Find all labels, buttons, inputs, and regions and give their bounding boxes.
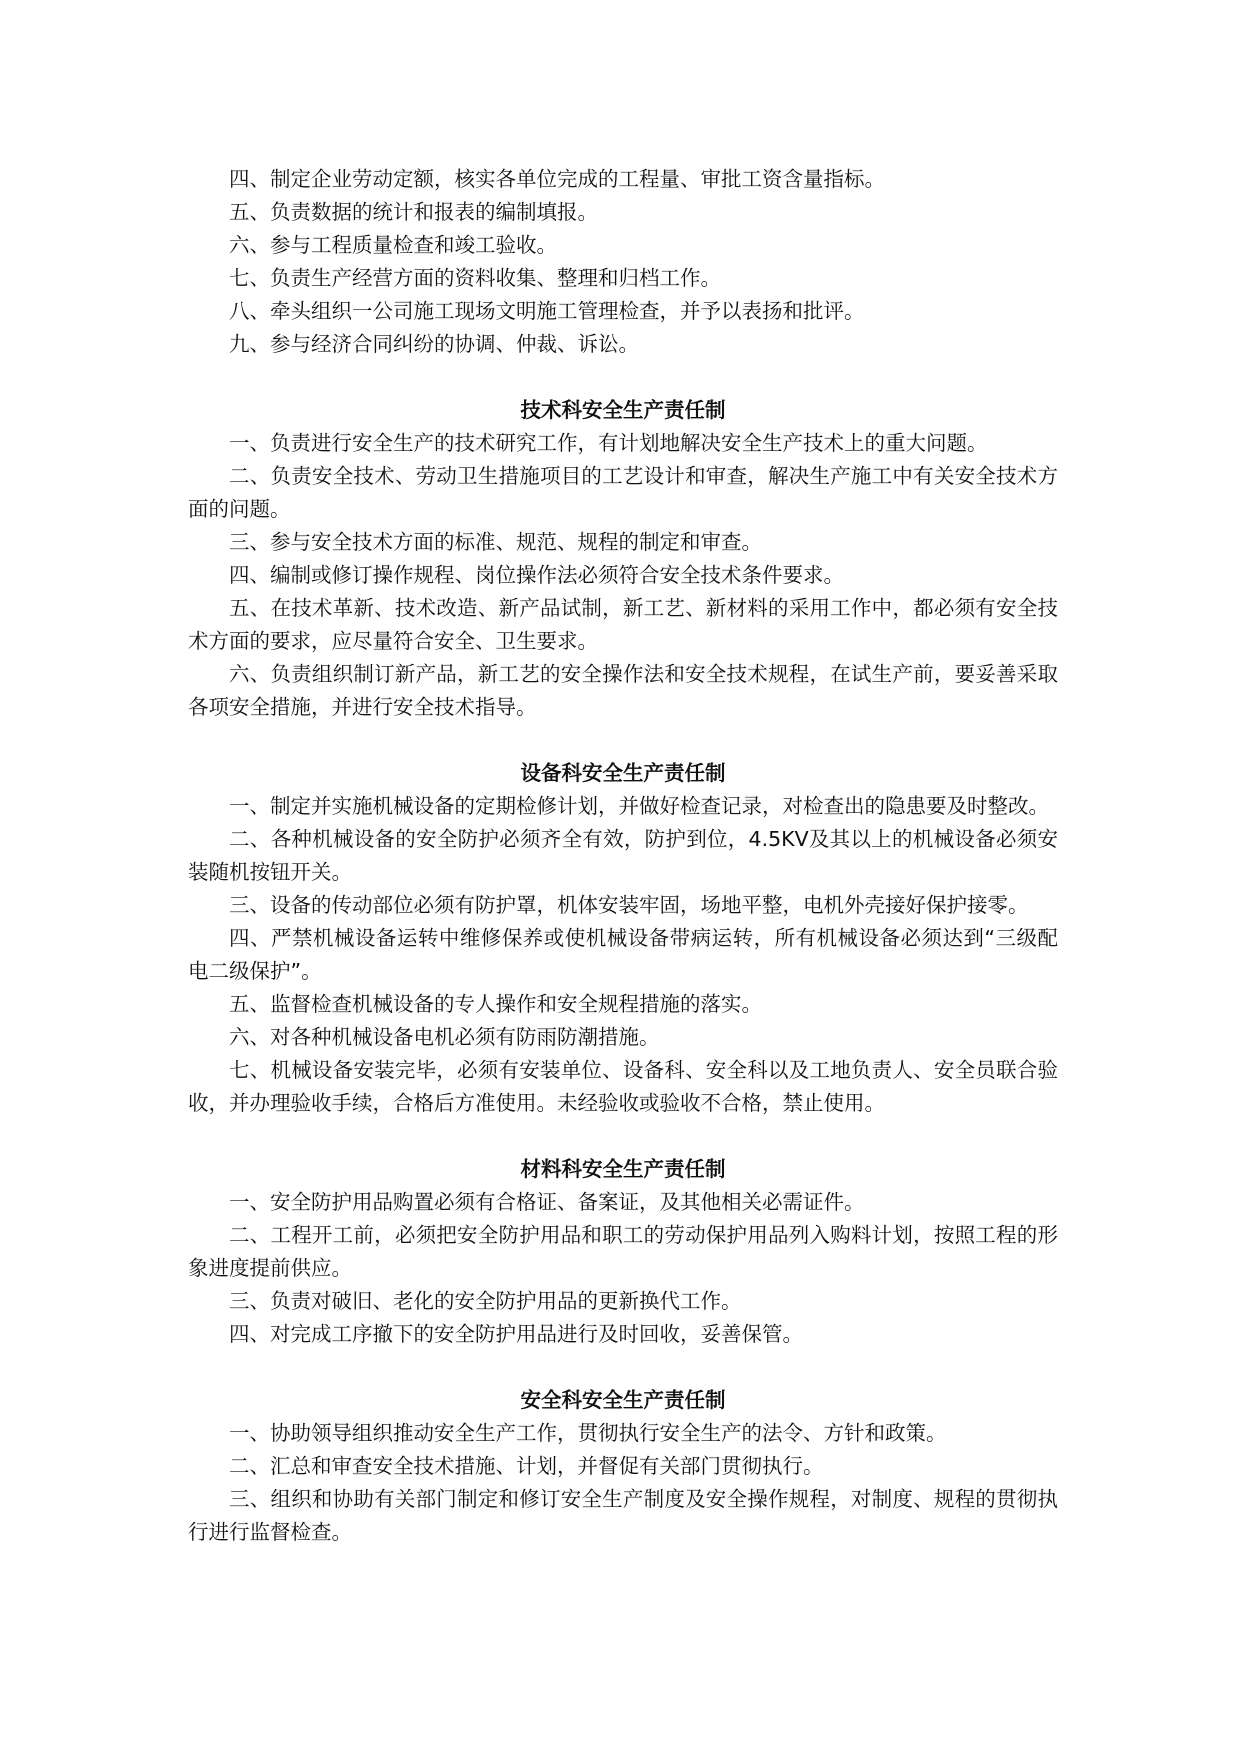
section-gap: [188, 724, 1058, 757]
document-page: [188, 163, 1058, 1549]
section-item: 二、各种机械设备的安全防护必须齐全有效，防护到位，4.5KV及其以上的机械设备必须安装随机按钮开关。: [188, 827, 1058, 884]
section-title: 安全科安全生产责任制: [520, 1388, 726, 1412]
section-item: 四、对完成工序撤下的安全防护用品进行及时回收，妥善保管。: [229, 1322, 803, 1346]
intro-item: 五、负责数据的统计和报表的编制填报。: [229, 200, 598, 224]
intro-item: 六、参与工程质量检查和竣工验收。: [229, 233, 557, 257]
intro-item: 四、制定企业劳动定额，核实各单位完成的工程量、审批工资含量指标。: [229, 167, 885, 191]
section-safety: [188, 1384, 1058, 1549]
section-gap: [188, 1351, 1058, 1384]
intro-item: 八、牵头组织一公司施工现场文明施工管理检查，并予以表扬和批评。: [229, 299, 865, 323]
section-equipment: [188, 757, 1058, 1120]
section-item: 二、汇总和审查安全技术措施、计划，并督促有关部门贯彻执行。: [229, 1454, 824, 1478]
section-item: 三、负责对破旧、老化的安全防护用品的更新换代工作。: [229, 1289, 742, 1313]
section-item: 六、对各种机械设备电机必须有防雨防潮措施。: [229, 1025, 660, 1049]
section-item: 五、在技术革新、技术改造、新产品试制，新工艺、新材料的采用工作中，都必须有安全技术方面的要求，应尽量符合安全、卫生要求。: [188, 596, 1058, 653]
section-item: 七、机械设备安装完毕，必须有安装单位、设备科、安全科以及工地负责人、安全员联合验收，并办理验收手续，合格后方准使用。未经验收或验收不合格，禁止使用。: [188, 1058, 1058, 1115]
section-item: 三、参与安全技术方面的标准、规范、规程的制定和审查。: [229, 530, 762, 554]
section-title: 设备科安全生产责任制: [520, 761, 726, 785]
section-item: 二、负责安全技术、劳动卫生措施项目的工艺设计和审查，解决生产施工中有关安全技术方面的问题。: [188, 464, 1058, 521]
section-item: 三、设备的传动部位必须有防护罩，机体安装牢固，场地平整，电机外壳接好保护接零。: [229, 893, 1029, 917]
section-item: 二、工程开工前，必须把安全防护用品和职工的劳动保护用品列入购料计划，按照工程的形象进度提前供应。: [188, 1223, 1058, 1280]
intro-item: 九、参与经济合同纠纷的协调、仲裁、诉讼。: [229, 332, 639, 356]
section-item: 四、编制或修订操作规程、岗位操作法必须符合安全技术条件要求。: [229, 563, 844, 587]
section-item: 一、负责进行安全生产的技术研究工作，有计划地解决安全生产技术上的重大问题。: [229, 431, 988, 455]
intro-item: 七、负责生产经营方面的资料收集、整理和归档工作。: [229, 266, 721, 290]
section-item: 一、安全防护用品购置必须有合格证、备案证，及其他相关必需证件。: [229, 1190, 865, 1214]
section-item: 四、严禁机械设备运转中维修保养或使机械设备带病运转，所有机械设备必须达到“三级配电二级保护”。: [188, 926, 1058, 983]
section-title: 材料科安全生产责任制: [520, 1157, 726, 1181]
section-item: 六、负责组织制订新产品，新工艺的安全操作法和安全技术规程，在试生产前，要妥善采取各项安全措施，并进行安全技术指导。: [188, 662, 1058, 719]
section-gap: [188, 361, 1058, 394]
section-item: 三、组织和协助有关部门制定和修订安全生产制度及安全操作规程，对制度、规程的贯彻执行进行监督检查。: [188, 1487, 1058, 1544]
section-gap: [188, 1120, 1058, 1153]
intro-list: [188, 163, 1058, 361]
section-materials: [188, 1153, 1058, 1351]
section-item: 一、制定并实施机械设备的定期检修计划，并做好检查记录，对检查出的隐患要及时整改。: [229, 794, 1049, 818]
section-title: 技术科安全生产责任制: [520, 398, 726, 422]
section-item: 五、监督检查机械设备的专人操作和安全规程措施的落实。: [229, 992, 762, 1016]
section-tech: [188, 394, 1058, 724]
section-item: 一、协助领导组织推动安全生产工作，贯彻执行安全生产的法令、方针和政策。: [229, 1421, 947, 1445]
